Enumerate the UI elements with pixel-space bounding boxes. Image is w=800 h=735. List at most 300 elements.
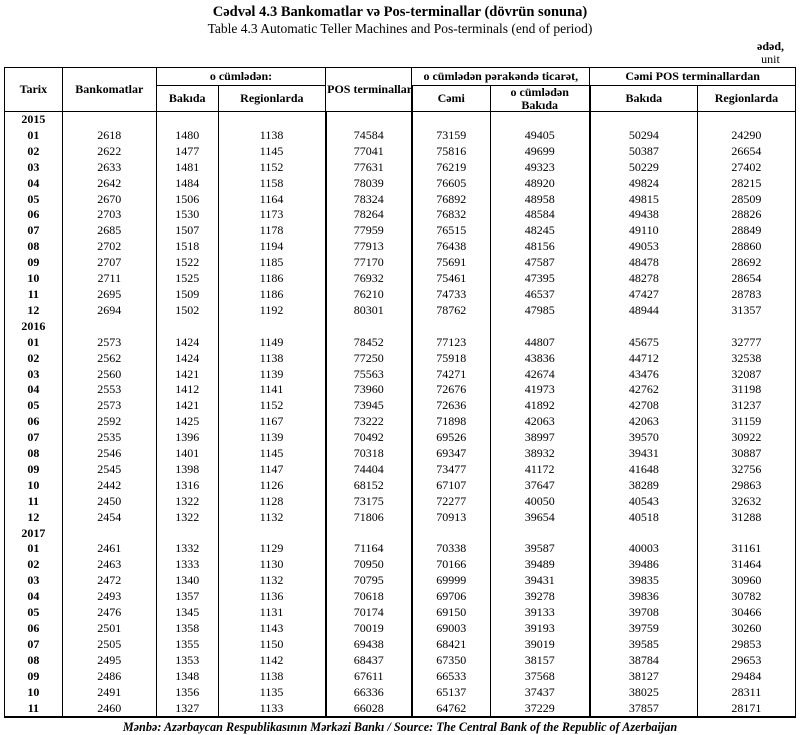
value-cell: 72277: [412, 494, 490, 510]
data-row: [5, 701, 796, 718]
value-cell: 50294: [590, 128, 698, 144]
value-cell: 1128: [218, 494, 326, 510]
value-cell: 70492: [326, 430, 412, 446]
value-cell: 1167: [218, 414, 326, 430]
value-cell: 28171: [697, 701, 795, 718]
value-cell: 31357: [697, 303, 795, 319]
value-cell: 42674: [490, 367, 590, 383]
value-cell: 29653: [697, 653, 795, 669]
month-cell: 07: [27, 223, 40, 238]
data-row: [5, 621, 796, 637]
value-cell: 28654: [697, 271, 795, 287]
value-cell: 31288: [697, 510, 795, 526]
value-cell: 1178: [218, 223, 326, 239]
value-cell: 1327: [156, 701, 218, 718]
value-cell: 2685: [62, 223, 156, 239]
empty-cell: [490, 319, 590, 335]
value-cell: 67350: [412, 653, 490, 669]
value-cell: 71164: [326, 541, 412, 557]
unit-note: [757, 40, 784, 66]
value-cell: 39585: [590, 637, 698, 653]
empty-cell: [490, 112, 590, 128]
value-cell: 39431: [490, 573, 590, 589]
month-cell: 07: [27, 430, 40, 445]
month-cell: 03: [27, 159, 40, 174]
month-cell: 02: [27, 350, 40, 365]
data-row: [5, 478, 796, 494]
value-cell: 1356: [156, 685, 218, 701]
value-cell: 76515: [412, 223, 490, 239]
data-row: [5, 637, 796, 653]
empty-cell: [590, 112, 698, 128]
data-row: [5, 223, 796, 239]
value-cell: 2695: [62, 287, 156, 303]
value-cell: 74271: [412, 367, 490, 383]
value-cell: 1401: [156, 446, 218, 462]
value-cell: 42063: [490, 414, 590, 430]
value-cell: 1142: [218, 653, 326, 669]
value-cell: 1173: [218, 207, 326, 223]
value-cell: 1138: [218, 351, 326, 367]
value-cell: 73222: [326, 414, 412, 430]
value-cell: 39836: [590, 589, 698, 605]
year-row: [5, 112, 796, 128]
value-cell: 75691: [412, 255, 490, 271]
value-cell: 2711: [62, 271, 156, 287]
value-cell: 2573: [62, 335, 156, 351]
empty-cell: [412, 526, 490, 542]
value-cell: 80301: [326, 303, 412, 319]
data-row: [5, 398, 796, 414]
value-cell: 26654: [697, 144, 795, 160]
value-cell: 49053: [590, 239, 698, 255]
value-cell: 32087: [697, 367, 795, 383]
unit-note-en: unit: [761, 52, 780, 66]
empty-cell: [590, 319, 698, 335]
value-cell: 48478: [590, 255, 698, 271]
value-cell: 40543: [590, 494, 698, 510]
value-cell: 50387: [590, 144, 698, 160]
empty-cell: [218, 319, 326, 335]
value-cell: 2442: [62, 478, 156, 494]
month-cell: 05: [27, 605, 40, 620]
value-cell: 1396: [156, 430, 218, 446]
value-cell: 78264: [326, 207, 412, 223]
value-cell: 2472: [62, 573, 156, 589]
value-cell: 75563: [326, 367, 412, 383]
empty-cell: [218, 112, 326, 128]
month-cell: 03: [27, 366, 40, 381]
value-cell: 28826: [697, 207, 795, 223]
data-row: [5, 541, 796, 557]
data-row: [5, 192, 796, 208]
value-cell: 28692: [697, 255, 795, 271]
data-row: [5, 414, 796, 430]
value-cell: 1507: [156, 223, 218, 239]
month-cell: 03: [27, 573, 40, 588]
unit-note-az: ədəd,: [757, 39, 784, 53]
value-cell: 39654: [490, 510, 590, 526]
month-cell: 09: [27, 668, 40, 683]
value-cell: 2495: [62, 653, 156, 669]
value-cell: 2633: [62, 160, 156, 176]
table-body: [5, 112, 796, 718]
value-cell: 31237: [697, 398, 795, 414]
value-cell: 64762: [412, 701, 490, 718]
month-cell: 08: [27, 446, 40, 461]
value-cell: 1138: [218, 669, 326, 685]
value-cell: 2703: [62, 207, 156, 223]
data-row: [5, 685, 796, 701]
value-cell: 69003: [412, 621, 490, 637]
value-cell: 49824: [590, 176, 698, 192]
value-cell: 38127: [590, 669, 698, 685]
value-cell: 2592: [62, 414, 156, 430]
data-row: [5, 144, 796, 160]
data-row: [5, 207, 796, 223]
data-row: [5, 494, 796, 510]
col-header-tarix: Tarix: [5, 68, 63, 112]
value-cell: 74404: [326, 462, 412, 478]
month-cell: 01: [27, 334, 40, 349]
value-cell: 1139: [218, 367, 326, 383]
value-cell: 1131: [218, 605, 326, 621]
value-cell: 2501: [62, 621, 156, 637]
value-cell: 2694: [62, 303, 156, 319]
value-cell: 1348: [156, 669, 218, 685]
data-row: [5, 653, 796, 669]
month-cell: 12: [27, 302, 40, 317]
value-cell: 1340: [156, 573, 218, 589]
value-cell: 39570: [590, 430, 698, 446]
data-row: [5, 462, 796, 478]
month-cell: 10: [27, 271, 40, 286]
value-cell: 1152: [218, 160, 326, 176]
value-cell: 77959: [326, 223, 412, 239]
month-cell: 06: [27, 414, 40, 429]
value-cell: 39019: [490, 637, 590, 653]
empty-cell: [697, 112, 795, 128]
value-cell: 1149: [218, 335, 326, 351]
data-row: [5, 287, 796, 303]
month-cell: 08: [27, 239, 40, 254]
value-cell: 41172: [490, 462, 590, 478]
value-cell: 69526: [412, 430, 490, 446]
value-cell: 39431: [590, 446, 698, 462]
value-cell: 45675: [590, 335, 698, 351]
group-header-o-cumleden: o cümlədən:: [156, 68, 325, 86]
value-cell: 28215: [697, 176, 795, 192]
year-row: [5, 319, 796, 335]
value-cell: 2560: [62, 367, 156, 383]
month-cell: 10: [27, 477, 40, 492]
value-cell: 30960: [697, 573, 795, 589]
value-cell: 70019: [326, 621, 412, 637]
value-cell: 1525: [156, 271, 218, 287]
value-cell: 47985: [490, 303, 590, 319]
value-cell: 28311: [697, 685, 795, 701]
value-cell: 41973: [490, 382, 590, 398]
value-cell: 70913: [412, 510, 490, 526]
value-cell: 37647: [490, 478, 590, 494]
value-cell: 39835: [590, 573, 698, 589]
value-cell: 38289: [590, 478, 698, 494]
col-header-pos-terminallar: POS terminallar: [326, 68, 412, 112]
data-row: [5, 573, 796, 589]
value-cell: 42708: [590, 398, 698, 414]
data-row: [5, 255, 796, 271]
value-cell: 1132: [218, 573, 326, 589]
value-cell: 76219: [412, 160, 490, 176]
month-cell: 04: [27, 175, 40, 190]
value-cell: 39587: [490, 541, 590, 557]
empty-cell: [326, 319, 412, 335]
month-cell: 01: [27, 541, 40, 556]
year-label: 2016: [21, 318, 46, 333]
empty-cell: [326, 526, 412, 542]
value-cell: 1138: [218, 128, 326, 144]
value-cell: 2461: [62, 541, 156, 557]
value-cell: 38157: [490, 653, 590, 669]
value-cell: 1143: [218, 621, 326, 637]
value-cell: 1141: [218, 382, 326, 398]
data-row: [5, 557, 796, 573]
value-cell: 28783: [697, 287, 795, 303]
year-label: 2017: [21, 525, 46, 540]
col-header-regionlarda-2: Regionlarda: [697, 86, 795, 112]
month-cell: 09: [27, 461, 40, 476]
month-cell: 05: [27, 398, 40, 413]
col-header-regionlarda: Regionlarda: [218, 86, 326, 112]
value-cell: 1186: [218, 271, 326, 287]
empty-cell: [218, 526, 326, 542]
data-row: [5, 367, 796, 383]
value-cell: 70618: [326, 589, 412, 605]
value-cell: 44807: [490, 335, 590, 351]
value-cell: 2535: [62, 430, 156, 446]
value-cell: 48156: [490, 239, 590, 255]
value-cell: 27402: [697, 160, 795, 176]
value-cell: 2463: [62, 557, 156, 573]
data-row: [5, 335, 796, 351]
value-cell: 70166: [412, 557, 490, 573]
value-cell: 40003: [590, 541, 698, 557]
value-cell: 30782: [697, 589, 795, 605]
value-cell: 30260: [697, 621, 795, 637]
value-cell: 2450: [62, 494, 156, 510]
empty-cell: [156, 112, 218, 128]
value-cell: 1145: [218, 144, 326, 160]
value-cell: 1322: [156, 494, 218, 510]
value-cell: 1333: [156, 557, 218, 573]
empty-cell: [62, 319, 156, 335]
value-cell: 46537: [490, 287, 590, 303]
value-cell: 69706: [412, 589, 490, 605]
value-cell: 2562: [62, 351, 156, 367]
data-row: [5, 176, 796, 192]
data-row: [5, 303, 796, 319]
value-cell: 49438: [590, 207, 698, 223]
value-cell: 66533: [412, 669, 490, 685]
value-cell: 1477: [156, 144, 218, 160]
value-cell: 1357: [156, 589, 218, 605]
table-header: [5, 68, 796, 112]
value-cell: 73945: [326, 398, 412, 414]
value-cell: 1192: [218, 303, 326, 319]
value-cell: 47587: [490, 255, 590, 271]
value-cell: 28860: [697, 239, 795, 255]
value-cell: 29484: [697, 669, 795, 685]
value-cell: 31161: [697, 541, 795, 557]
value-cell: 1353: [156, 653, 218, 669]
value-cell: 73477: [412, 462, 490, 478]
value-cell: 40518: [590, 510, 698, 526]
data-row: [5, 510, 796, 526]
value-cell: 2642: [62, 176, 156, 192]
value-cell: 1185: [218, 255, 326, 271]
value-cell: 1322: [156, 510, 218, 526]
month-cell: 10: [27, 684, 40, 699]
value-cell: 29853: [697, 637, 795, 653]
value-cell: 76438: [412, 239, 490, 255]
month-cell: 09: [27, 255, 40, 270]
value-cell: 74584: [326, 128, 412, 144]
empty-cell: [156, 319, 218, 335]
value-cell: 68421: [412, 637, 490, 653]
source-note: Mənbə: Azərbaycan Respublikasının Mərkəzi Bankı / Source: The Central Bank of the Republic of Azerbaijan: [122, 720, 678, 735]
month-cell: 02: [27, 143, 40, 158]
value-cell: 38784: [590, 653, 698, 669]
col-header-bakida: Bakıda: [156, 86, 218, 112]
value-cell: 1129: [218, 541, 326, 557]
value-cell: 1332: [156, 541, 218, 557]
value-cell: 38932: [490, 446, 590, 462]
value-cell: 1509: [156, 287, 218, 303]
value-cell: 39489: [490, 557, 590, 573]
month-cell: 11: [27, 493, 40, 508]
empty-cell: [490, 526, 590, 542]
value-cell: 2618: [62, 128, 156, 144]
value-cell: 48958: [490, 192, 590, 208]
value-cell: 32538: [697, 351, 795, 367]
value-cell: 77170: [326, 255, 412, 271]
value-cell: 49323: [490, 160, 590, 176]
value-cell: 50229: [590, 160, 698, 176]
value-cell: 29863: [697, 478, 795, 494]
value-cell: 47427: [590, 287, 698, 303]
value-cell: 72676: [412, 382, 490, 398]
value-cell: 39708: [590, 605, 698, 621]
value-cell: 48920: [490, 176, 590, 192]
value-cell: 1133: [218, 701, 326, 718]
value-cell: 30887: [697, 446, 795, 462]
value-cell: 49405: [490, 128, 590, 144]
col-header-bakida-2: Bakıda: [590, 86, 698, 112]
value-cell: 1480: [156, 128, 218, 144]
data-row: [5, 430, 796, 446]
value-cell: 39278: [490, 589, 590, 605]
value-cell: 1421: [156, 367, 218, 383]
value-cell: 39133: [490, 605, 590, 621]
value-cell: 73159: [412, 128, 490, 144]
value-cell: 32756: [697, 462, 795, 478]
value-cell: 1481: [156, 160, 218, 176]
month-cell: 12: [27, 509, 40, 524]
value-cell: 68437: [326, 653, 412, 669]
month-cell: 02: [27, 557, 40, 572]
value-cell: 1522: [156, 255, 218, 271]
data-row: [5, 160, 796, 176]
value-cell: 76210: [326, 287, 412, 303]
value-cell: 1150: [218, 637, 326, 653]
value-cell: 1506: [156, 192, 218, 208]
value-cell: 2702: [62, 239, 156, 255]
data-row: [5, 589, 796, 605]
empty-cell: [697, 526, 795, 542]
value-cell: 2622: [62, 144, 156, 160]
value-cell: 2493: [62, 589, 156, 605]
value-cell: 67611: [326, 669, 412, 685]
value-cell: 1398: [156, 462, 218, 478]
value-cell: 77250: [326, 351, 412, 367]
value-cell: 77631: [326, 160, 412, 176]
month-cell: 04: [27, 382, 40, 397]
value-cell: 49815: [590, 192, 698, 208]
value-cell: 73175: [326, 494, 412, 510]
value-cell: 1158: [218, 176, 326, 192]
col-header-bankomatlar: Bankomatlar: [62, 68, 156, 112]
value-cell: 2670: [62, 192, 156, 208]
table-title-en: Table 4.3 Automatic Teller Machines and Pos-terminals (end of period): [207, 21, 593, 36]
value-cell: 1421: [156, 398, 218, 414]
value-cell: 1530: [156, 207, 218, 223]
value-cell: 1145: [218, 446, 326, 462]
value-cell: 37229: [490, 701, 590, 718]
empty-cell: [697, 319, 795, 335]
group-header-retail: o cümlədən pərakəndə ticarət,: [412, 68, 590, 86]
value-cell: 2707: [62, 255, 156, 271]
value-cell: 2553: [62, 382, 156, 398]
value-cell: 70318: [326, 446, 412, 462]
value-cell: 49110: [590, 223, 698, 239]
value-cell: 2545: [62, 462, 156, 478]
value-cell: 39759: [590, 621, 698, 637]
data-row: [5, 239, 796, 255]
value-cell: 66028: [326, 701, 412, 718]
value-cell: 78324: [326, 192, 412, 208]
group-header-cemi-pos: Cəmi POS terminallardan: [590, 68, 796, 86]
value-cell: 71898: [412, 414, 490, 430]
value-cell: 37568: [490, 669, 590, 685]
value-cell: 1425: [156, 414, 218, 430]
value-cell: 28509: [697, 192, 795, 208]
value-cell: 78452: [326, 335, 412, 351]
value-cell: 1126: [218, 478, 326, 494]
value-cell: 40050: [490, 494, 590, 510]
value-cell: 2491: [62, 685, 156, 701]
value-cell: 49699: [490, 144, 590, 160]
value-cell: 1164: [218, 192, 326, 208]
month-cell: 05: [27, 191, 40, 206]
value-cell: 74733: [412, 287, 490, 303]
value-cell: 42063: [590, 414, 698, 430]
empty-cell: [412, 112, 490, 128]
value-cell: 31159: [697, 414, 795, 430]
value-cell: 70174: [326, 605, 412, 621]
value-cell: 1412: [156, 382, 218, 398]
value-cell: 2573: [62, 398, 156, 414]
value-cell: 77123: [412, 335, 490, 351]
